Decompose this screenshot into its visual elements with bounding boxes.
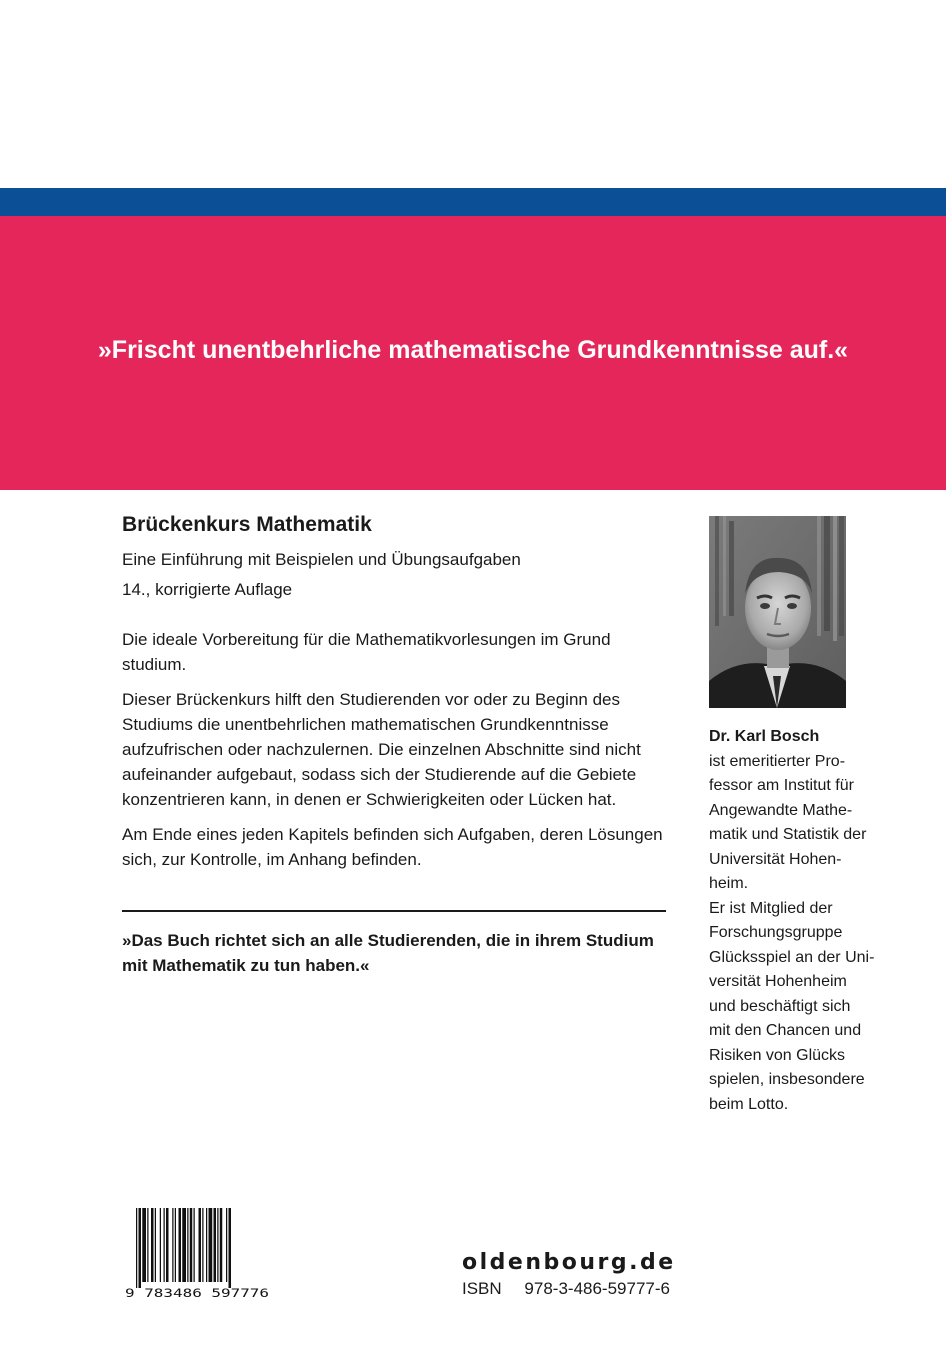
barcode-bar — [179, 1208, 182, 1282]
author-bio-line: ist emeritierter Pro- — [709, 752, 846, 770]
isbn-label: ISBN — [462, 1279, 502, 1298]
author-bio-line: heim. — [709, 875, 749, 892]
barcode-bar — [182, 1208, 186, 1282]
barcode-bar — [214, 1208, 217, 1282]
isbn-barcode — [122, 1208, 272, 1300]
description-paragraph: Die ideale Vorbereitung für die Mathematikvorlesungen im Grund studium. — [122, 630, 611, 674]
author-bio-line: mit den Chancen und — [709, 1022, 862, 1039]
author-bio — [709, 725, 909, 1117]
description-paragraph: Am Ende eines jeden Kapitels befinden sich Aufgaben, deren Lösungen sich, zur Kontrolle, im Anhang befinden. — [122, 825, 663, 869]
author-bio-line: Glücksspiel an der Uni- — [709, 948, 875, 966]
barcode-bar — [166, 1208, 169, 1282]
author-bio-line: Risiken von Glücks — [709, 1046, 846, 1064]
barcode-bar — [136, 1208, 137, 1288]
barcode-bar — [206, 1208, 207, 1282]
barcode-bar — [217, 1208, 218, 1282]
author-bio-line: und beschäftigt sich — [709, 997, 851, 1015]
barcode-bar — [151, 1208, 154, 1282]
barcode-bar — [187, 1208, 188, 1282]
author-bio-line: fessor am Institut für — [709, 777, 854, 794]
barcode-bar — [220, 1208, 223, 1282]
author-bio-line: Universität Hohen- — [709, 850, 842, 868]
barcode-bar — [142, 1208, 146, 1282]
isbn-line — [462, 1279, 672, 1299]
author-bio-line: matik und Statistik der — [709, 826, 867, 843]
audience-quote: »Das Buch richtet sich an alle Studierenden, die in ihrem Studium mit Mathematik zu tun haben.« — [122, 931, 654, 975]
author-bio-line: Angewandte Mathe- — [709, 801, 853, 819]
isbn-number: 978-3-486-59777-6 — [524, 1279, 670, 1298]
barcode-bar — [175, 1208, 176, 1282]
barcode-bar — [155, 1208, 156, 1282]
divider-rule — [122, 910, 666, 912]
barcode-bar — [202, 1208, 203, 1282]
barcode-bar — [209, 1208, 213, 1282]
barcode-bar — [160, 1208, 161, 1282]
barcode-bars — [136, 1208, 231, 1288]
barcode-bar — [226, 1208, 227, 1282]
author-bio-line: versität Hohenheim — [709, 973, 847, 990]
description-paragraph: Dieser Brückenkurs hilft den Studierenden vor oder zu Beginn des Studiums die unentbehrlichen mathematischen Grundkenntnisse aufzufrischen oder nachzulernen. Die einzelnen Abschnitte sind nicht aufeinander aufgebaut, sodass sich der Studierende auf die Gebiete konzentrieren kann, in denen er Schwierigkeiten oder Lücken hat. — [122, 690, 641, 809]
barcode-bar — [172, 1208, 173, 1282]
barcode-bar — [139, 1208, 142, 1288]
author-photo — [709, 516, 846, 708]
top-blue-band — [0, 188, 946, 216]
barcode-bar — [147, 1208, 148, 1282]
barcode-bar — [190, 1208, 193, 1282]
barcode-bar — [229, 1208, 232, 1288]
banner-tagline: »Frischt unentbehrliche mathematische Grundkenntnisse auf.« — [97, 336, 849, 364]
barcode-bar — [199, 1208, 202, 1282]
barcode-bar — [164, 1208, 165, 1282]
book-blurb — [122, 513, 668, 882]
author-bio-line: Er ist Mitglied der — [709, 899, 833, 917]
book-title: Brückenkurs Mathematik — [122, 513, 372, 536]
author-bio-line: spielen, insbesondere — [709, 1071, 865, 1088]
book-edition: 14., korrigierte Auflage — [122, 580, 293, 599]
author-name: Dr. Karl Bosch — [709, 728, 820, 745]
book-subtitle: Eine Einführung mit Beispielen und Übungsaufgaben — [122, 550, 521, 569]
publisher-url: oldenbourg.de — [462, 1250, 676, 1275]
author-bio-line: beim Lotto. — [709, 1095, 789, 1113]
barcode-bar — [194, 1208, 195, 1282]
barcode-digits: 9 783486 597776 — [125, 1286, 270, 1300]
author-bio-line: Forschungsgruppe — [709, 924, 843, 941]
